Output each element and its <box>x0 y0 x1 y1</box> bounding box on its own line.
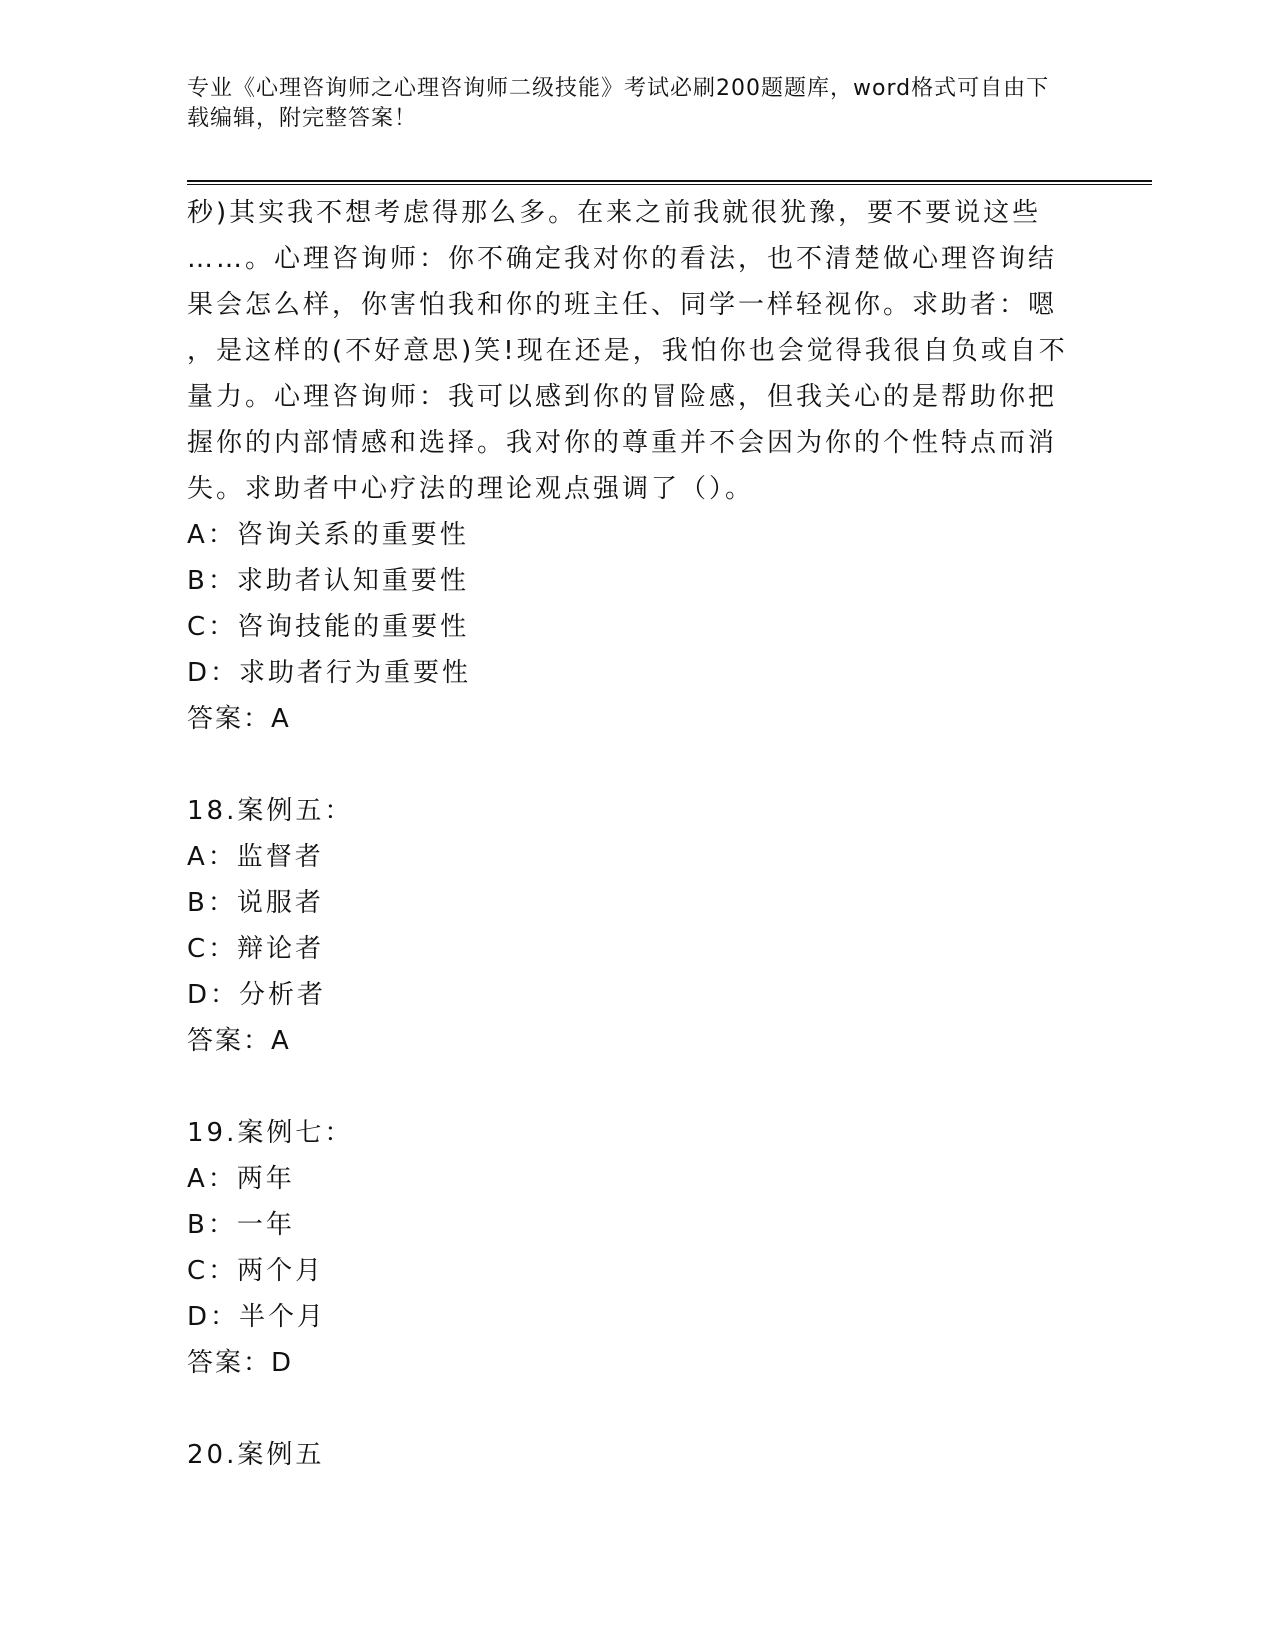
option-a: A：咨询关系的重要性 <box>187 520 469 550</box>
header-divider-thin <box>187 184 1152 185</box>
answer-line: 答案：D <box>187 1348 294 1378</box>
question-17-options <box>187 512 1087 742</box>
spacer <box>187 1386 1087 1432</box>
question-18 <box>187 788 1087 1064</box>
option-c: C：两个月 <box>187 1256 325 1286</box>
option-c: C：咨询技能的重要性 <box>187 612 470 642</box>
question-title: 19.案例七： <box>187 1118 354 1148</box>
option-a: A：监督者 <box>187 842 324 872</box>
passage-line: ……。心理咨询师：你不确定我对你的看法，也不清楚做心理咨询结 <box>187 244 1058 274</box>
option-b: B：一年 <box>187 1210 295 1240</box>
passage-line: 秒)其实我不想考虑得那么多。在来之前我就很犹豫，要不要说这些 <box>187 198 1042 228</box>
spacer <box>187 1064 1087 1110</box>
option-a: A：两年 <box>187 1164 295 1194</box>
header-divider-thick <box>187 180 1152 182</box>
answer-line: 答案：A <box>187 704 291 734</box>
question-20 <box>187 1432 1087 1478</box>
option-d: D：半个月 <box>187 1302 327 1332</box>
question-title: 18.案例五： <box>187 796 354 826</box>
spacer <box>187 742 1087 788</box>
page-header-title: 专业《心理咨询师之心理咨询师二级技能》考试必刷200题题库，word格式可自由下载编辑，附完整答案！ <box>187 76 1050 131</box>
answer-line: 答案：A <box>187 1026 291 1056</box>
passage-line: 果会怎么样，你害怕我和你的班主任、同学一样轻视你。求助者：嗯 <box>187 290 1058 320</box>
question-17-passage <box>187 190 1087 512</box>
passage-line: 量力。心理咨询师：我可以感到你的冒险感，但我关心的是帮助你把 <box>187 382 1058 412</box>
question-title: 20.案例五 <box>187 1440 325 1470</box>
question-19 <box>187 1110 1087 1386</box>
option-c: C：辩论者 <box>187 934 325 964</box>
option-b: B：求助者认知重要性 <box>187 566 469 596</box>
passage-line: 失。求助者中心疗法的理论观点强调了（）。 <box>187 474 755 504</box>
passage-line: 握你的内部情感和选择。我对你的尊重并不会因为你的个性特点而消 <box>187 428 1058 458</box>
document-body <box>187 190 1087 1478</box>
option-b: B：说服者 <box>187 888 324 918</box>
option-d: D：分析者 <box>187 980 327 1010</box>
option-d: D：求助者行为重要性 <box>187 658 472 688</box>
passage-line: ，是这样的(不好意思)笑!现在还是，我怕你也会觉得我很自负或自不 <box>187 336 1068 366</box>
